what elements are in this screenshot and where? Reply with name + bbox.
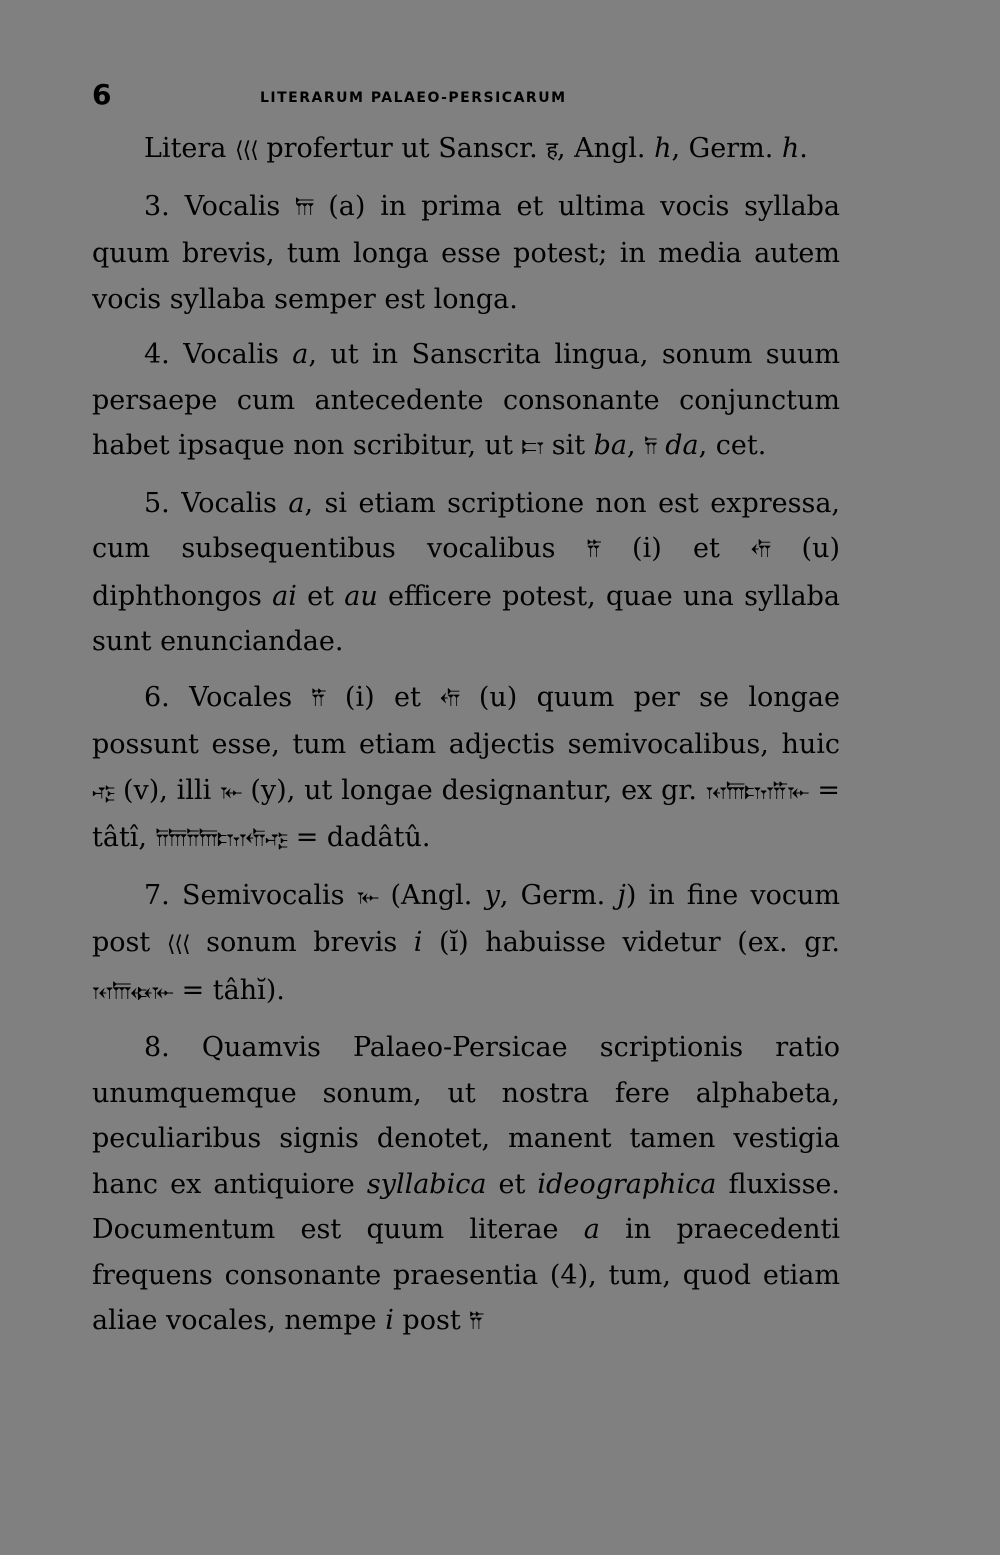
text-segment: , Germ. bbox=[671, 133, 782, 164]
cuneiform-sign: 𐎢 bbox=[751, 538, 771, 563]
cuneiform-sign: ह bbox=[546, 138, 557, 163]
cuneiform-sign: 𐎺 bbox=[92, 779, 115, 805]
text-segment: (a) in prima et ultima vocis syllaba quum brevis, tum longa esse potest; in media autem vocis syllaba semper est longa. bbox=[92, 190, 841, 315]
cuneiform-sign: 𐎡 bbox=[311, 686, 326, 712]
text-segment: , bbox=[627, 430, 645, 461]
paragraph bbox=[92, 873, 840, 1016]
text-segment: (Angl. bbox=[378, 879, 485, 911]
text-segment: , cet. bbox=[698, 430, 767, 461]
page-header bbox=[92, 78, 840, 114]
text-segment: et bbox=[486, 1168, 538, 1200]
text-segment: , si etiam scriptione non est expressa, cum subsequentibus vocalibus bbox=[92, 487, 840, 564]
italic-text: a bbox=[292, 339, 309, 370]
text-segment: (i) et bbox=[325, 681, 441, 713]
italic-text: i bbox=[385, 1305, 394, 1336]
text-segment: in praecedenti frequens consonante praesentia (4), tum, quod etiam aliae vocales, nempe bbox=[92, 1214, 840, 1336]
italic-text: au bbox=[344, 580, 378, 612]
paragraph bbox=[92, 481, 840, 665]
cuneiform-sign: 𐎲 bbox=[521, 435, 544, 460]
text-segment: (i) et bbox=[600, 533, 752, 564]
body-text bbox=[92, 126, 840, 1346]
paragraph bbox=[92, 126, 840, 174]
cuneiform-sign: 𐎰𐎠𐏃𐎹 bbox=[92, 979, 174, 1005]
text-segment: , ut in Sanscrita lingua, sonum suum persaepe cum antecedente consonante conjunctum habet ipsaque non scribitur, ut bbox=[92, 339, 840, 461]
paragraph bbox=[92, 1025, 840, 1346]
text-segment: (y), ut longae designantur, ex gr. bbox=[241, 774, 706, 806]
text-segment: , Germ. bbox=[499, 879, 618, 911]
text-segment: . bbox=[799, 133, 808, 164]
cuneiform-sign: 𐎡 bbox=[469, 1310, 484, 1335]
text-segment: (ĭ) habuisse videtur (ex. gr. bbox=[422, 927, 840, 958]
italic-text: y bbox=[484, 879, 500, 911]
cuneiform-sign: 𐎢 bbox=[440, 686, 460, 712]
text-segment: , Angl. bbox=[556, 133, 655, 164]
cuneiform-sign: 𐎡 bbox=[586, 538, 601, 563]
text-segment: efficere potest, quae una syllaba sunt enunciandae. bbox=[92, 580, 840, 657]
italic-text: da bbox=[665, 430, 699, 461]
text-segment: sonum brevis bbox=[189, 927, 414, 958]
text-segment: (u) diphthongos bbox=[92, 533, 840, 612]
italic-text: ideographica bbox=[537, 1168, 717, 1200]
text-segment: post bbox=[393, 1305, 470, 1336]
page-number: 6 bbox=[92, 78, 112, 111]
cuneiform-sign: 𐎰𐎠𐎫𐎡𐎹 bbox=[705, 779, 809, 805]
text-segment: 3. Vocalis bbox=[144, 190, 296, 222]
text-segment: = tâhĭ). bbox=[173, 974, 285, 1006]
book-page bbox=[92, 78, 840, 1356]
text-segment: profertur ut Sanscr. bbox=[257, 133, 547, 164]
text-segment: et bbox=[296, 580, 345, 612]
italic-text: h bbox=[654, 133, 672, 164]
text-segment: 6. Vocales bbox=[144, 681, 312, 713]
text-segment: 5. Vocalis bbox=[144, 487, 289, 519]
italic-text: j bbox=[617, 879, 626, 911]
text-segment: (v), illi bbox=[114, 774, 221, 806]
paragraph bbox=[92, 184, 840, 323]
cuneiform-sign: 𐎹 bbox=[356, 884, 379, 910]
italic-text: ba bbox=[593, 430, 628, 461]
cuneiform-sign: ⟨⟨⟨ bbox=[166, 932, 190, 957]
text-segment: (u) quum per se longae possunt esse, tum etiam adjectis semivocalibus, huic bbox=[92, 681, 840, 760]
italic-text: h bbox=[781, 133, 800, 164]
italic-text: ai bbox=[272, 580, 297, 612]
text-segment: sit bbox=[543, 430, 594, 461]
text-segment: 7. Semivocalis bbox=[144, 879, 357, 911]
cuneiform-sign: ⟨⟨⟨ bbox=[234, 138, 258, 163]
paragraph bbox=[92, 675, 840, 863]
text-segment bbox=[657, 430, 666, 461]
text-segment: ) in fine vocum post bbox=[92, 879, 840, 958]
text-segment: Litera bbox=[144, 133, 235, 164]
paragraph bbox=[92, 332, 840, 471]
text-segment: = tâtî, bbox=[92, 774, 840, 853]
text-segment: 8. Quamvis Palaeo-Persicae scriptionis ratio unumquemque sonum, ut nostra fere alphabeta, peculiaribus signis denotet, manent tamen vestigia hanc ex antiquiore bbox=[92, 1032, 840, 1200]
text-segment: fluxisse. Documentum est quum literae bbox=[92, 1168, 840, 1245]
running-head: LITERARUM PALAEO-PERSICARUM bbox=[260, 90, 567, 106]
cuneiform-sign: 𐎭𐎠𐎭𐎠𐎫𐎢𐎺 bbox=[155, 827, 288, 852]
cuneiform-sign: 𐎭 bbox=[644, 435, 657, 460]
italic-text: a bbox=[583, 1214, 600, 1245]
italic-text: i bbox=[413, 927, 423, 958]
italic-text: syllabica bbox=[366, 1168, 487, 1200]
italic-text: a bbox=[288, 487, 305, 519]
cuneiform-sign: 𐎹 bbox=[220, 779, 242, 805]
text-segment: 4. Vocalis bbox=[144, 339, 293, 370]
cuneiform-sign: 𐎠 bbox=[295, 195, 314, 221]
text-segment: = dadâtû. bbox=[287, 822, 431, 853]
